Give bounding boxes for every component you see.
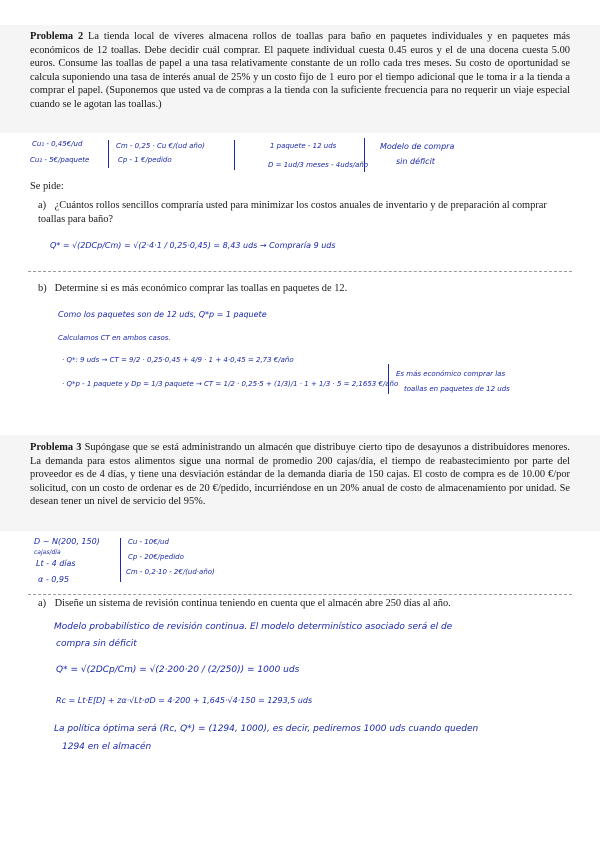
problem2-label: Problema 2: [30, 31, 84, 42]
problem2-statement: [30, 30, 570, 112]
answer-2b-line1: Como los paquetes son de 12 uds, Q*p = 1 paquete: [58, 310, 267, 319]
note-cp: Cp - 1 €/pedido: [118, 156, 172, 164]
answer-3a-line4: Rc = Lt·E[D] + zα·√Lt·σD = 4·200 + 1,645·√4·150 = 1293,5 uds: [56, 696, 313, 705]
answer-2b-line2: Calculamos CT en ambos casos.: [58, 334, 171, 342]
se-pide: Se pide:: [30, 181, 64, 192]
note-divider-1: [108, 140, 109, 168]
note3-divider: [120, 538, 121, 582]
separator-2: [28, 594, 572, 595]
conclusion-2b-line1: Es más económico comprar las: [396, 370, 506, 378]
question-2b: [38, 282, 568, 296]
answer-3a-line5: La política óptima será (Rc, Q*) = (1294, 1000), es decir, pediremos 1000 uds cuando queden: [54, 724, 479, 734]
note-cu1: Cu₁ - 0,45€/ud: [32, 140, 83, 148]
note-model-2: sin déficit: [396, 157, 435, 166]
problem3-label: Problema 3: [30, 442, 82, 453]
question-3a-label: a): [38, 598, 47, 609]
note3-demand-unit: cajas/día: [34, 549, 61, 556]
question-2b-label: b): [38, 283, 47, 294]
answer-3a-line1: Modelo probabilístico de revisión continua. El modelo determinístico asociado será el de: [54, 622, 453, 632]
note-cm: Cm - 0,25 · Cu €/(ud año): [116, 142, 205, 150]
note3-leadtime: Lt - 4 días: [36, 559, 76, 568]
note3-demand: D ~ N(200, 150): [34, 537, 100, 546]
problem3-text: Supóngase que se está administrando un almacén que distribuye cierto tipo de desayunos a distribuidores menores. La demanda para estos alimentos sigue una normal de promedio 200 cajas/día, el tiempo de reabastecimiento por parte del proveedor es de 4 días, y tiene una desviación estándar de la demanda diaria de 150 cajas. El costo de compra es de 10.00 €/por solicitud, con un costo de ordenar es de 20 €/pedido, incurriéndose en un 20% anual de costo de almacenamiento por unidad. Se desean tener un nivel de servicio del 95%.: [30, 442, 570, 508]
note-model: Modelo de compra: [380, 142, 455, 151]
question-2b-text: Determine si es más económico comprar las toallas en paquetes de 12.: [54, 283, 348, 294]
note-paquete: 1 paquete - 12 uds: [270, 142, 337, 150]
problem3-statement: [30, 441, 570, 509]
note-divider-3: [364, 138, 365, 172]
separator-1: [28, 271, 572, 272]
note3-cm: Cm - 0,2·10 - 2€/(ud·año): [126, 568, 215, 576]
problem2-text: La tienda local de víveres almacena rollos de toallas para baño en paquetes individuales y en paquetes más económicos de 12 toallas. Debe decidir cuál comprar. El paquete individual cuesta 0.45 euros y el de una docena cuesta 5.00 euros. Consume las toallas de papel a una tasa relativamente constante de un rollo cada tres meses. Su costo de oportunidad se calcula suponiendo una tasa de interés anual de 25% y un costo fijo de 1 euro por el tiempo adicional que le toma ir a la tienda a comprar el papel. (Suponemos que usted va de compras a la tienda con la suficiente frecuencia para no requerir un viaje especial cuando se le agotan las toallas.): [30, 31, 570, 110]
note3-cp: Cp - 20€/pedido: [128, 553, 184, 561]
note-cu2: Cu₂ - 5€/paquete: [30, 156, 90, 164]
conclusion-divider: [388, 364, 389, 394]
answer-2b-line3: · Q*: 9 uds → CT = 9/2 · 0,25·0,45 + 4/9 · 1 + 4·0,45 = 2,73 €/año: [62, 356, 294, 364]
question-2a-label: a): [38, 200, 47, 211]
note3-alpha: α - 0,95: [38, 575, 70, 584]
answer-3a-line6: 1294 en el almacén: [62, 742, 152, 752]
question-3a-text: Diseñe un sistema de revisión continua teniendo en cuenta que el almacén abre 250 días al año.: [54, 598, 451, 609]
answer-2b-line4: · Q*p - 1 paquete y Dp = 1/3 paquete → CT = 1/2 · 0,25·5 + (1/3)/1 · 1 + 1/3 · 5 = 2,1653 €/año: [62, 380, 399, 388]
note3-cu: Cu - 10€/ud: [128, 538, 169, 546]
note-divider-2: [234, 140, 235, 170]
answer-3a-line2: compra sin déficit: [56, 639, 137, 649]
question-3a: [38, 597, 568, 611]
conclusion-2b-line2: toallas en paquetes de 12 uds: [404, 385, 510, 393]
note-demand: D = 1ud/3 meses - 4uds/año: [268, 161, 369, 169]
answer-2a: Q* = √(2DCp/Cm) = √(2·4·1 / 0,25·0,45) = 8,43 uds → Compraría 9 uds: [50, 241, 336, 250]
answer-3a-line3: Q* = √(2DCp/Cm) = √(2·200·20 / (2/250)) = 1000 uds: [56, 665, 300, 675]
question-2a-text: ¿Cuántos rollos sencillos compraría usted para minimizar los costos anuales de inventario y de preparación al comprar toallas para baño?: [38, 200, 547, 225]
question-2a: [38, 199, 568, 226]
